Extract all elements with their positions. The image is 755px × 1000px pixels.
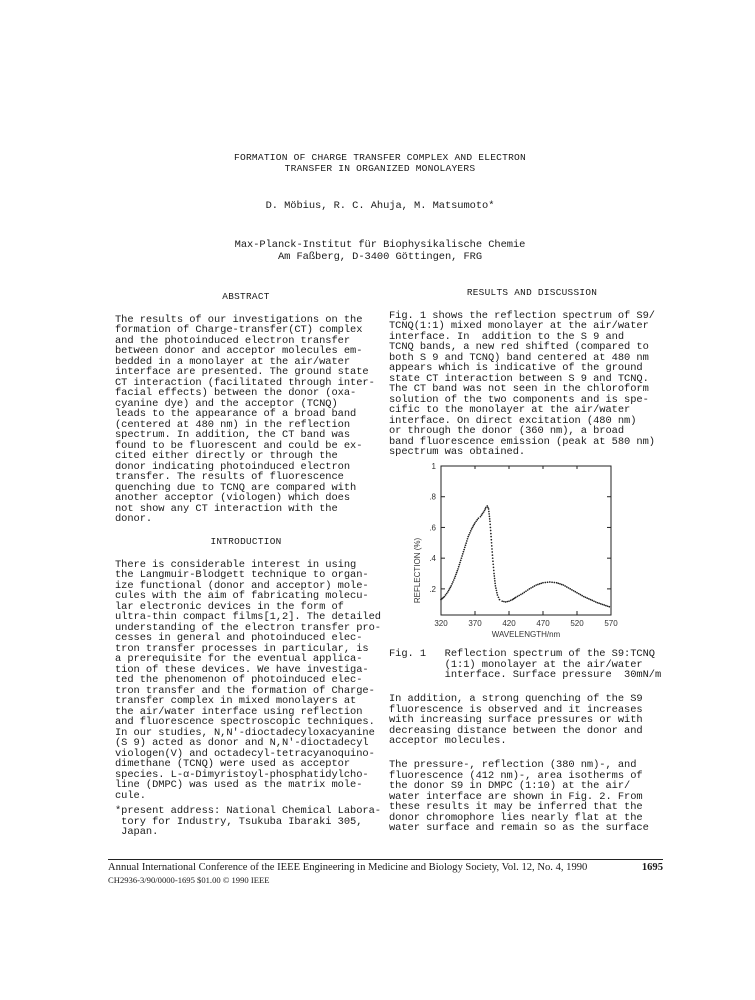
- data-point: [456, 570, 458, 572]
- data-point: [448, 590, 450, 592]
- data-point: [488, 513, 490, 515]
- data-point: [508, 600, 510, 602]
- data-point: [563, 584, 565, 586]
- introduction-section: [115, 536, 381, 838]
- y-tick-label: 1: [431, 462, 436, 471]
- data-point: [476, 519, 478, 521]
- authors: D. Möbius, R. C. Ahuja, M. Matsumoto*: [265, 200, 495, 212]
- text-line: fluorescence is observed and it increases: [389, 703, 643, 716]
- data-point: [472, 527, 474, 529]
- text-line: facial effects) between the donor (oxa-: [115, 387, 357, 399]
- text-line: formation of Charge-transfer(CT) complex: [115, 324, 363, 336]
- x-axis-label: WAVELENGTH/nm: [491, 630, 561, 639]
- data-point: [494, 578, 496, 580]
- text-line: interface. On direct excitation (480 nm): [389, 414, 637, 427]
- text-line: Fig. 1 Reflection spectrum of the S9:TCNQ: [389, 648, 655, 660]
- data-point: [470, 530, 472, 532]
- data-point: [492, 554, 494, 556]
- results-para-2: [389, 694, 675, 747]
- data-point: [492, 560, 494, 562]
- text-line: interface. Surface pressure 30mN/m: [389, 669, 662, 681]
- text-line: water interface are shown in Fig. 2. From: [389, 790, 643, 803]
- data-point: [446, 593, 448, 595]
- text-line: tron transfer processes in particular, is: [115, 642, 369, 655]
- data-point: [452, 581, 454, 583]
- data-point: [473, 524, 475, 526]
- text-line: donor chromophore lies nearly flat at the: [389, 811, 643, 824]
- data-point: [588, 598, 590, 600]
- text-line: cited either directly or through the: [115, 450, 338, 462]
- data-point: [600, 603, 602, 605]
- text-line: the air/water interface using reflection: [115, 705, 363, 718]
- data-point: [467, 538, 469, 540]
- text-line: (S 9) acted as donor and N,N'-dioctadecyl: [115, 737, 369, 749]
- text-line: understanding of the electron transfer pro-: [115, 621, 381, 634]
- y-tick-label: .2: [429, 584, 436, 594]
- data-point: [461, 555, 463, 557]
- data-point: [522, 593, 524, 595]
- abstract-heading: ABSTRACT: [222, 291, 270, 302]
- introduction-body: [115, 558, 381, 802]
- data-point: [520, 594, 522, 596]
- text-line: with increasing surface pressures or with: [389, 714, 643, 726]
- data-point: [503, 601, 505, 603]
- data-point: [483, 511, 485, 513]
- affiliation-line-1: Max-Planck-Institut für Biophysikalische Chemie: [234, 239, 526, 251]
- data-point: [576, 592, 578, 594]
- data-point: [490, 530, 492, 532]
- data-point: [481, 514, 483, 516]
- data-point: [506, 601, 508, 603]
- data-point: [537, 584, 539, 586]
- data-point: [474, 522, 476, 524]
- data-point: [490, 536, 492, 538]
- data-point: [495, 585, 497, 587]
- text-line: tory for Industry, Tsukuba Ibaraki 305,: [115, 815, 363, 828]
- data-point: [517, 596, 519, 598]
- data-point: [530, 587, 532, 589]
- text-line: ize functional (donor and acceptor) mole-: [115, 579, 369, 592]
- data-point: [466, 540, 468, 542]
- text-line: transfer. The results of fluorescence: [115, 471, 344, 483]
- data-point: [535, 584, 537, 586]
- text-line: ted the phenomenon of photoinduced elec-: [115, 674, 363, 686]
- text-line: viologen(V) and octadecyl-tetracyanoquino-: [115, 747, 375, 760]
- data-point: [484, 508, 486, 510]
- data-point: [490, 533, 492, 535]
- data-point: [463, 551, 465, 553]
- data-point: [569, 588, 571, 590]
- data-point: [556, 582, 558, 584]
- text-line: water surface and remain so as the surface: [389, 822, 649, 834]
- data-point: [605, 605, 607, 607]
- data-point: [518, 595, 520, 597]
- data-point: [553, 582, 555, 584]
- data-point: [493, 570, 495, 572]
- text-line: cesses in general and photoinduced elec-: [115, 632, 363, 644]
- data-point: [561, 584, 563, 586]
- data-point: [491, 542, 493, 544]
- y-axis-label: REFLECTION (%): [413, 537, 422, 604]
- data-point: [523, 591, 525, 593]
- data-point: [493, 575, 495, 577]
- text-line: lar electronic devices in the form of: [115, 600, 344, 613]
- text-line: The CT band was not seen in the chloroform: [389, 383, 649, 395]
- text-line: (1:1) monolayer at the air/water: [389, 658, 643, 671]
- x-tick-label: 470: [536, 619, 550, 628]
- results-para-3: [389, 760, 675, 834]
- text-line: TCNQ bands, a new red shifted (compared to: [389, 341, 649, 353]
- data-point: [527, 589, 529, 591]
- data-point: [595, 601, 597, 603]
- data-point: [488, 508, 490, 510]
- data-point: [529, 588, 531, 590]
- y-tick-label: .8: [429, 492, 436, 502]
- text-line: cule.: [115, 789, 146, 802]
- text-line: species. L-α-Dimyristoyl-phosphatidylcho-: [115, 768, 369, 781]
- text-line: state CT interaction between S 9 and TCNQ.: [389, 372, 649, 385]
- title-line-2: TRANSFER IN ORGANIZED MONOLAYERS: [284, 163, 476, 174]
- data-point: [489, 516, 491, 518]
- text-line: Japan.: [115, 826, 159, 838]
- data-point: [492, 563, 494, 565]
- text-line: found to be fluorescent and could be ex-: [115, 439, 363, 452]
- data-point: [496, 592, 498, 594]
- data-point: [568, 587, 570, 589]
- data-point: [547, 581, 549, 583]
- page-number: 1695: [641, 862, 663, 873]
- data-point: [494, 580, 496, 582]
- data-point: [492, 557, 494, 559]
- data-point: [485, 507, 487, 509]
- data-point: [559, 583, 561, 585]
- text-line: dimethane (TCNQ) were used as acceptor: [115, 758, 351, 770]
- text-line: fluorescence (412 nm)-, area isotherms of: [389, 769, 643, 782]
- data-point: [491, 545, 493, 547]
- data-point: [603, 604, 605, 606]
- text-line: both S 9 and TCNQ) band centered at 480 nm: [389, 351, 649, 364]
- text-line: appears which is indicative of the ground: [389, 362, 643, 374]
- x-tick-label: 570: [604, 619, 618, 628]
- data-point: [551, 581, 553, 583]
- data-point: [496, 590, 498, 592]
- data-point: [510, 600, 512, 602]
- copyright-line: CH2936-3/90/0000-1695 $01.00 © 1990 IEEE: [108, 875, 270, 885]
- text-line: ultra-thin compact films[1,2]. The detailed: [115, 611, 381, 623]
- text-line: spectrum was obtained.: [389, 446, 526, 458]
- text-line: spectrum. In addition, the CT band was: [115, 429, 351, 441]
- text-line: TCNQ(1:1) mixed monolayer at the air/water: [389, 320, 649, 332]
- data-point: [454, 577, 456, 579]
- data-point: [463, 549, 465, 551]
- data-point: [525, 590, 527, 592]
- data-point: [491, 551, 493, 553]
- text-line: tron transfer and the formation of Charge-: [115, 684, 375, 697]
- data-point: [461, 557, 463, 559]
- data-point: [460, 559, 462, 561]
- data-point: [458, 566, 460, 568]
- text-line: cyanine dye) and the acceptor (TCNQ): [115, 397, 338, 410]
- text-line: another acceptor (viologen) which does: [115, 492, 351, 504]
- results-heading: RESULTS AND DISCUSSION: [466, 287, 598, 298]
- data-point: [573, 590, 575, 592]
- data-point: [467, 536, 469, 538]
- data-point: [454, 575, 456, 577]
- data-point: [534, 585, 536, 587]
- text-line: between donor and acceptor molecules em-: [115, 345, 363, 357]
- data-point: [602, 604, 604, 606]
- x-tick-label: 370: [468, 619, 482, 628]
- data-point: [480, 516, 482, 518]
- data-point: [580, 594, 582, 596]
- affiliation-line-2: Am Faßberg, D-3400 Göttingen, FRG: [277, 250, 483, 263]
- text-line: *present address: National Chemical Labora-: [115, 805, 381, 817]
- text-line: The pressure-, reflection (380 nm)-, and: [389, 759, 637, 771]
- y-tick-label: .6: [429, 523, 436, 533]
- text-line: band fluorescence emission (peak at 580 nm): [389, 435, 655, 448]
- data-point: [459, 564, 461, 566]
- text-line: bedded in a monolayer at the air/water: [115, 355, 351, 368]
- text-line: a prerequisite for the eventual applica-: [115, 653, 363, 665]
- data-point: [455, 574, 457, 576]
- data-point: [450, 587, 452, 589]
- text-line: interface. In addition to the S 9 and: [389, 330, 625, 343]
- data-point: [493, 567, 495, 569]
- data-point: [501, 600, 503, 602]
- paper-title: [150, 152, 610, 174]
- data-point: [489, 518, 491, 520]
- data-point: [464, 547, 466, 549]
- data-point: [540, 582, 542, 584]
- data-point: [469, 532, 471, 534]
- data-point: [449, 588, 451, 590]
- data-point: [465, 544, 467, 546]
- data-point: [598, 602, 600, 604]
- text-line: donor indicating photoinduced electron: [115, 460, 351, 473]
- text-line: acceptor molecules.: [389, 735, 507, 747]
- data-point: [488, 511, 490, 513]
- text-line: the donor S9 in DMPC (1:10) at the air/: [389, 780, 631, 792]
- affiliation: [150, 240, 610, 263]
- text-line: and the photoinduced electron transfer: [115, 334, 351, 347]
- data-point: [564, 585, 566, 587]
- text-line: and fluorescence spectroscopic techniques.: [115, 716, 375, 728]
- data-point: [468, 534, 470, 536]
- data-point: [542, 582, 544, 584]
- text-line: In our studies, N,N'-dioctadecyloxacyanine: [115, 726, 375, 739]
- text-line: interface are presented. The ground state: [115, 366, 369, 378]
- data-point: [571, 589, 573, 591]
- data-point: [490, 527, 492, 529]
- data-point: [566, 586, 568, 588]
- data-point: [484, 510, 486, 512]
- figure-1-caption: [389, 649, 679, 681]
- data-point: [465, 542, 467, 544]
- data-point: [499, 599, 501, 601]
- data-point: [574, 591, 576, 593]
- text-line: donor.: [115, 513, 153, 525]
- data-point: [493, 573, 495, 575]
- data-point: [490, 539, 492, 541]
- abstract-body: [115, 315, 377, 525]
- data-point: [591, 600, 593, 602]
- data-point: [590, 599, 592, 601]
- data-point: [487, 507, 489, 509]
- data-point: [557, 582, 559, 584]
- text-line: CT interaction (facilitated through inter-: [115, 376, 375, 389]
- data-point: [549, 581, 551, 583]
- y-tick-label: .4: [429, 554, 436, 564]
- text-line: In addition, a strong quenching of the S9: [389, 693, 643, 705]
- data-point: [498, 596, 500, 598]
- footnote: [115, 805, 381, 838]
- introduction-heading: INTRODUCTION: [210, 536, 282, 547]
- data-point: [505, 601, 507, 603]
- text-line: or through the donor (360 nm), a broad: [389, 425, 625, 437]
- data-point: [453, 579, 455, 581]
- data-point: [459, 562, 461, 564]
- data-point: [532, 586, 534, 588]
- text-line: transfer complex in mixed monolayers at: [115, 695, 357, 707]
- data-point: [486, 505, 488, 507]
- text-line: The results of our investigations on the: [115, 313, 363, 326]
- data-point: [456, 572, 458, 574]
- data-point: [544, 582, 546, 584]
- abstract-section: [115, 292, 377, 525]
- data-point: [472, 525, 474, 527]
- x-tick-label: 520: [570, 619, 584, 628]
- data-point: [583, 596, 585, 598]
- figure-1-chart: [408, 458, 633, 643]
- data-point: [445, 594, 447, 596]
- data-point: [482, 513, 484, 515]
- text-line: the Langmuir-Blodgett technique to organ-: [115, 569, 369, 581]
- text-line: leads to the appearance of a broad band: [115, 408, 357, 420]
- data-point: [593, 600, 595, 602]
- data-point: [597, 602, 599, 604]
- x-tick-label: 420: [502, 619, 516, 628]
- text-line: these results it may be inferred that the: [389, 801, 643, 813]
- results-para-1: [389, 311, 675, 458]
- data-point: [447, 591, 449, 593]
- page-footer: [108, 859, 663, 885]
- data-point: [489, 524, 491, 526]
- text-line: (centered at 480 nm) in the reflection: [115, 418, 351, 431]
- text-line: line (DMPC) was used as the matrix mole-: [115, 779, 363, 791]
- data-point: [457, 568, 459, 570]
- data-point: [478, 517, 480, 519]
- data-point: [497, 594, 499, 596]
- data-point: [581, 595, 583, 597]
- text-line: tion of these devices. We have investiga-: [115, 663, 369, 676]
- data-point: [585, 596, 587, 598]
- data-point: [515, 596, 517, 598]
- title-line-1: FORMATION OF CHARGE TRANSFER COMPLEX AND ELECTRON: [234, 152, 526, 163]
- data-point: [495, 587, 497, 589]
- data-point: [608, 606, 610, 608]
- x-tick-label: 320: [434, 619, 448, 628]
- data-point: [462, 553, 464, 555]
- data-point: [578, 593, 580, 595]
- data-point: [444, 596, 446, 598]
- data-point: [451, 583, 453, 585]
- data-point: [491, 548, 493, 550]
- data-point: [471, 528, 473, 530]
- data-point: [607, 605, 609, 607]
- conference-citation: Annual International Conference of the IEEE Engineering in Medicine and Biology Society, Vol. 12, No. 4, 1990: [108, 862, 588, 873]
- text-line: not show any CT interaction with the: [115, 502, 338, 515]
- data-point: [539, 583, 541, 585]
- data-point: [450, 585, 452, 587]
- text-line: There is considerable interest in using: [115, 558, 357, 571]
- text-line: decreasing distance between the donor and: [389, 724, 643, 737]
- data-point: [494, 583, 496, 585]
- text-line: Fig. 1 shows the reflection spectrum of S9/: [389, 309, 655, 322]
- data-point: [489, 520, 491, 522]
- text-line: quenching due to TCNQ are compared with: [115, 481, 357, 494]
- data-point: [475, 520, 477, 522]
- data-point: [586, 597, 588, 599]
- reflection-spectrum-plot: [408, 458, 633, 643]
- results-section: [389, 288, 675, 458]
- text-line: cific to the monolayer at the air/water: [389, 404, 631, 416]
- text-line: cules with the aim of fabricating molecu-: [115, 590, 369, 602]
- text-line: solution of the two components and is spe-: [389, 393, 649, 406]
